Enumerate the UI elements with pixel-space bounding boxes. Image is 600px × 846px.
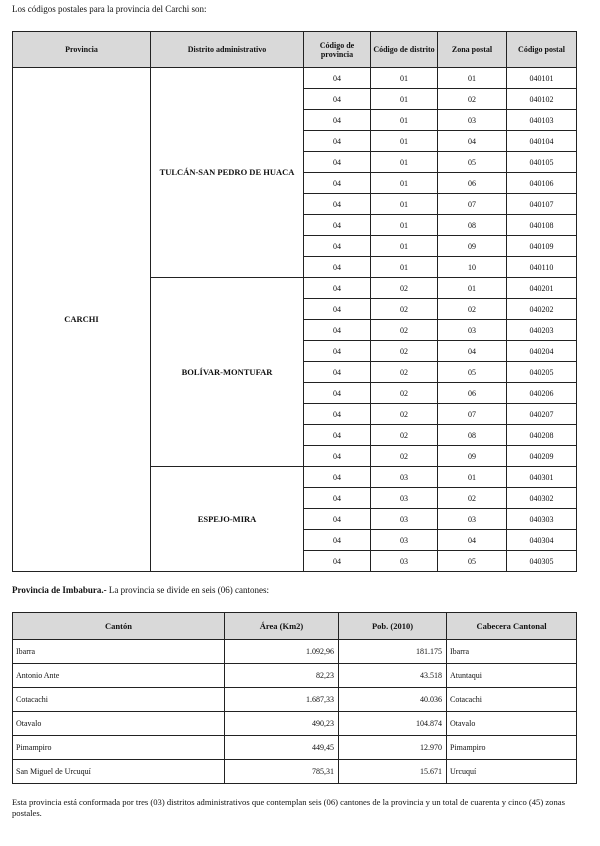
- closing-paragraph: Esta provincia está conformada por tres (03) distritos administrativos que contemplan seis (06) cantones de la provincia y un total de cuarenta y cinco (45) zonas postales.: [12, 797, 565, 818]
- zona-postal-cell: 06: [438, 173, 507, 194]
- codigo-postal-cell: 040105: [507, 152, 577, 173]
- codigo-postal-cell: 040204: [507, 341, 577, 362]
- distrito-cell: ESPEJO-MIRA: [151, 467, 304, 572]
- codigo-distrito-cell: 03: [371, 551, 438, 572]
- codigo-distrito-cell: 01: [371, 89, 438, 110]
- table-row: [13, 664, 577, 688]
- codigo-provincia-cell: 04: [304, 320, 371, 341]
- poblacion-cell: 15.671: [339, 760, 447, 784]
- codigo-distrito-cell: 03: [371, 509, 438, 530]
- area-cell: 82,23: [225, 664, 339, 688]
- codigo-provincia-cell: 04: [304, 488, 371, 509]
- zona-postal-cell: 05: [438, 152, 507, 173]
- header-codigo-postal: Código postal: [507, 32, 577, 68]
- zona-postal-cell: 03: [438, 110, 507, 131]
- table-row: [13, 736, 577, 760]
- codigo-provincia-cell: 04: [304, 425, 371, 446]
- zona-postal-cell: 05: [438, 362, 507, 383]
- distrito-cell: BOLÍVAR-MONTUFAR: [151, 278, 304, 467]
- zona-postal-cell: 04: [438, 530, 507, 551]
- codigo-distrito-cell: 01: [371, 173, 438, 194]
- cabecera-cell: Otavalo: [447, 712, 577, 736]
- cantons-table-body: [13, 640, 577, 784]
- canton-name-cell: Antonio Ante: [13, 664, 225, 688]
- codigo-distrito-cell: 01: [371, 257, 438, 278]
- poblacion-cell: 181.175: [339, 640, 447, 664]
- zona-postal-cell: 02: [438, 299, 507, 320]
- codigo-postal-cell: 040110: [507, 257, 577, 278]
- codigo-distrito-cell: 01: [371, 194, 438, 215]
- codigo-provincia-cell: 04: [304, 278, 371, 299]
- codigo-provincia-cell: 04: [304, 509, 371, 530]
- table-row: [13, 640, 577, 664]
- codigo-distrito-cell: 02: [371, 362, 438, 383]
- codigo-distrito-cell: 01: [371, 131, 438, 152]
- header-area: Área (Km2): [225, 613, 339, 640]
- codigo-distrito-cell: 03: [371, 467, 438, 488]
- codigo-postal-cell: 040106: [507, 173, 577, 194]
- codigo-provincia-cell: 04: [304, 299, 371, 320]
- codigo-postal-cell: 040201: [507, 278, 577, 299]
- codigo-provincia-cell: 04: [304, 341, 371, 362]
- codigo-provincia-cell: 04: [304, 446, 371, 467]
- codigo-provincia-cell: 04: [304, 362, 371, 383]
- codigo-distrito-cell: 02: [371, 425, 438, 446]
- header-provincia: Provincia: [13, 32, 151, 68]
- intro-text: Los códigos postales para la provincia del Carchi son:: [12, 4, 207, 14]
- zona-postal-cell: 07: [438, 194, 507, 215]
- cabecera-cell: Cotacachi: [447, 688, 577, 712]
- cantons-table-header: [13, 613, 577, 640]
- codigo-postal-cell: 040203: [507, 320, 577, 341]
- distrito-cell: TULCÁN-SAN PEDRO DE HUACA: [151, 68, 304, 278]
- header-cabecera: Cabecera Cantonal: [447, 613, 577, 640]
- codigo-provincia-cell: 04: [304, 89, 371, 110]
- poblacion-cell: 43.518: [339, 664, 447, 688]
- codigo-provincia-cell: 04: [304, 383, 371, 404]
- codigo-postal-cell: 040202: [507, 299, 577, 320]
- poblacion-cell: 104.874: [339, 712, 447, 736]
- zona-postal-cell: 08: [438, 425, 507, 446]
- codigo-provincia-cell: 04: [304, 404, 371, 425]
- zona-postal-cell: 01: [438, 68, 507, 89]
- area-cell: 785,31: [225, 760, 339, 784]
- codigo-postal-cell: 040304: [507, 530, 577, 551]
- header-zona-postal: Zona postal: [438, 32, 507, 68]
- provincia-cell: CARCHI: [13, 68, 151, 572]
- codigo-postal-cell: 040109: [507, 236, 577, 257]
- codigo-distrito-cell: 02: [371, 446, 438, 467]
- codigo-postal-cell: 040207: [507, 404, 577, 425]
- zona-postal-cell: 01: [438, 278, 507, 299]
- table-row: [13, 688, 577, 712]
- codigo-postal-cell: 040102: [507, 89, 577, 110]
- codigo-distrito-cell: 03: [371, 488, 438, 509]
- area-cell: 490,23: [225, 712, 339, 736]
- zona-postal-cell: 02: [438, 89, 507, 110]
- zona-postal-cell: 05: [438, 551, 507, 572]
- codigo-distrito-cell: 03: [371, 530, 438, 551]
- codigo-distrito-cell: 01: [371, 152, 438, 173]
- imbabura-text: La provincia se divide en seis (06) cantones:: [106, 585, 270, 595]
- canton-name-cell: Otavalo: [13, 712, 225, 736]
- codigo-postal-cell: 040302: [507, 488, 577, 509]
- canton-name-cell: Cotacachi: [13, 688, 225, 712]
- codigo-postal-cell: 040208: [507, 425, 577, 446]
- codigo-provincia-cell: 04: [304, 68, 371, 89]
- zona-postal-cell: 04: [438, 131, 507, 152]
- codigo-distrito-cell: 02: [371, 299, 438, 320]
- header-poblacion: Pob. (2010): [339, 613, 447, 640]
- codigo-postal-cell: 040205: [507, 362, 577, 383]
- codigo-provincia-cell: 04: [304, 530, 371, 551]
- codigo-provincia-cell: 04: [304, 152, 371, 173]
- codigo-provincia-cell: 04: [304, 194, 371, 215]
- canton-name-cell: Ibarra: [13, 640, 225, 664]
- codigo-provincia-cell: 04: [304, 215, 371, 236]
- area-cell: 449,45: [225, 736, 339, 760]
- codigo-postal-cell: 040108: [507, 215, 577, 236]
- table-row: [13, 712, 577, 736]
- codigo-postal-cell: 040301: [507, 467, 577, 488]
- codigo-provincia-cell: 04: [304, 236, 371, 257]
- postal-codes-table: [12, 31, 577, 572]
- imbabura-intro: [12, 585, 269, 595]
- zona-postal-cell: 06: [438, 383, 507, 404]
- codigo-distrito-cell: 01: [371, 68, 438, 89]
- codigo-postal-cell: 040101: [507, 68, 577, 89]
- codigo-postal-cell: 040303: [507, 509, 577, 530]
- codigo-distrito-cell: 02: [371, 278, 438, 299]
- poblacion-cell: 40.036: [339, 688, 447, 712]
- zona-postal-cell: 10: [438, 257, 507, 278]
- postal-table-header: [13, 32, 577, 68]
- codigo-distrito-cell: 02: [371, 404, 438, 425]
- area-cell: 1.687,33: [225, 688, 339, 712]
- codigo-provincia-cell: 04: [304, 110, 371, 131]
- codigo-postal-cell: 040305: [507, 551, 577, 572]
- header-canton: Cantón: [13, 613, 225, 640]
- imbabura-heading: Provincia de Imbabura.-: [12, 585, 107, 595]
- codigo-provincia-cell: 04: [304, 467, 371, 488]
- codigo-postal-cell: 040103: [507, 110, 577, 131]
- cabecera-cell: Urcuquí: [447, 760, 577, 784]
- codigo-provincia-cell: 04: [304, 131, 371, 152]
- cabecera-cell: Pimampiro: [447, 736, 577, 760]
- zona-postal-cell: 09: [438, 236, 507, 257]
- zona-postal-cell: 04: [438, 341, 507, 362]
- codigo-postal-cell: 040209: [507, 446, 577, 467]
- codigo-postal-cell: 040206: [507, 383, 577, 404]
- zona-postal-cell: 02: [438, 488, 507, 509]
- codigo-provincia-cell: 04: [304, 173, 371, 194]
- codigo-provincia-cell: 04: [304, 257, 371, 278]
- codigo-provincia-cell: 04: [304, 551, 371, 572]
- codigo-distrito-cell: 02: [371, 341, 438, 362]
- cabecera-cell: Atuntaqui: [447, 664, 577, 688]
- area-cell: 1.092,96: [225, 640, 339, 664]
- header-codigo-distrito: Código de distrito: [371, 32, 438, 68]
- codigo-postal-cell: 040104: [507, 131, 577, 152]
- zona-postal-cell: 09: [438, 446, 507, 467]
- codigo-distrito-cell: 01: [371, 110, 438, 131]
- poblacion-cell: 12.970: [339, 736, 447, 760]
- zona-postal-cell: 08: [438, 215, 507, 236]
- cantons-table: [12, 612, 577, 784]
- zona-postal-cell: 07: [438, 404, 507, 425]
- table-row: [13, 68, 577, 89]
- header-codigo-provincia: Código de provincia: [304, 32, 371, 68]
- canton-name-cell: San Miguel de Urcuquí: [13, 760, 225, 784]
- table-row: [13, 760, 577, 784]
- zona-postal-cell: 03: [438, 509, 507, 530]
- codigo-postal-cell: 040107: [507, 194, 577, 215]
- zona-postal-cell: 03: [438, 320, 507, 341]
- codigo-distrito-cell: 02: [371, 320, 438, 341]
- cabecera-cell: Ibarra: [447, 640, 577, 664]
- zona-postal-cell: 01: [438, 467, 507, 488]
- codigo-distrito-cell: 02: [371, 383, 438, 404]
- header-distrito: Distrito administrativo: [151, 32, 304, 68]
- codigo-distrito-cell: 01: [371, 215, 438, 236]
- postal-table-body: [13, 68, 577, 572]
- codigo-distrito-cell: 01: [371, 236, 438, 257]
- canton-name-cell: Pimampiro: [13, 736, 225, 760]
